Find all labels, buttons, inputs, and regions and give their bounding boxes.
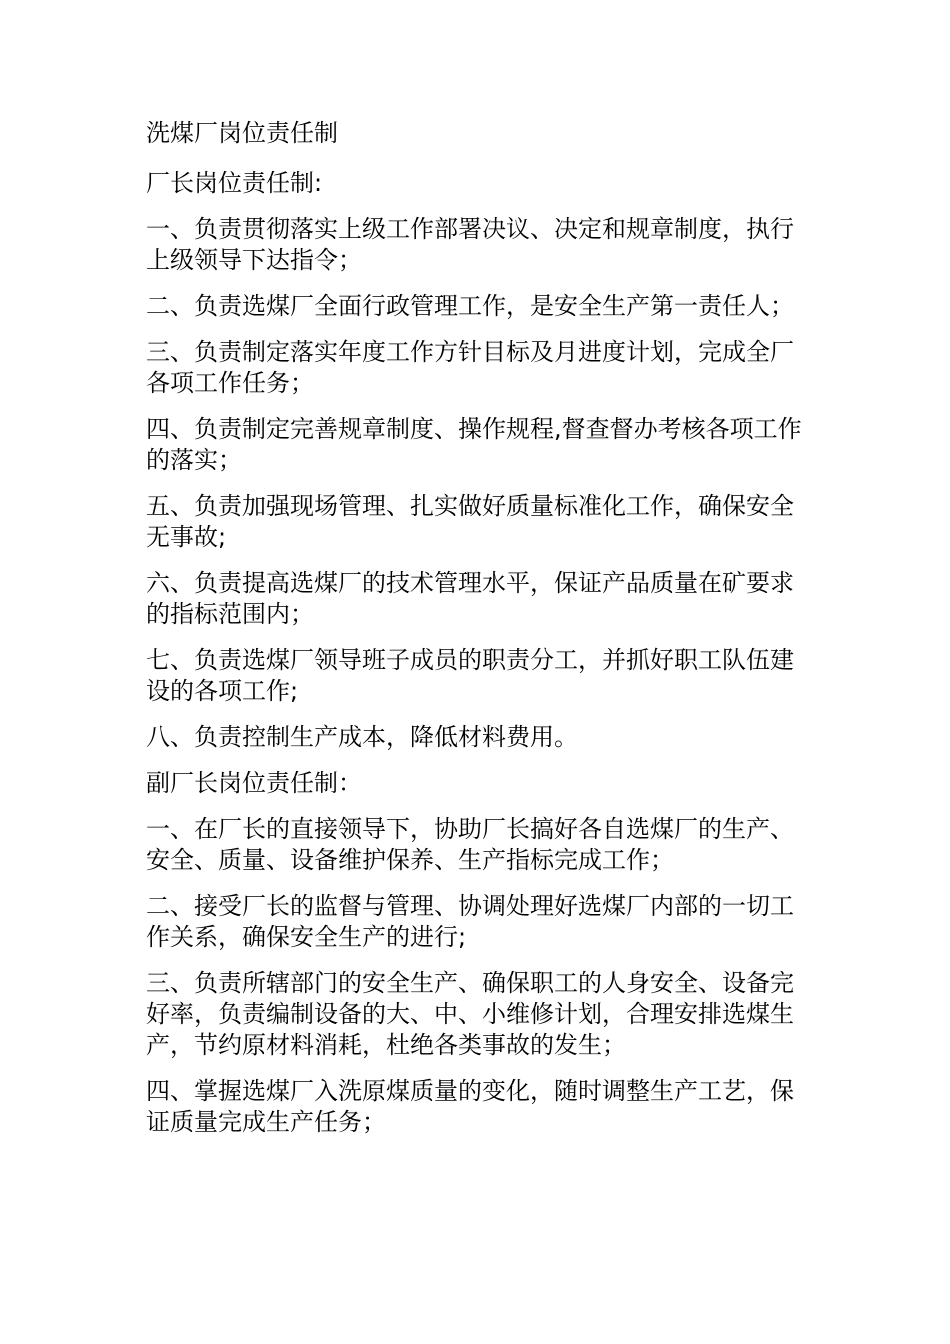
list-item: 六、负责提高选煤厂的技术管理水平，保证产品质量在矿要求的指标范围内；	[146, 569, 794, 628]
list-item: 五、负责加强现场管理、扎实做好质量标准化工作，确保安全无事故;	[146, 492, 794, 551]
list-item: 三、负责所辖部门的安全生产、确保职工的人身安全、设备完好率，负责编制设备的大、中、小维修计划，合理安排选煤生产，节约原材料消耗，杜绝各类事故的发生；	[146, 969, 794, 1059]
document-title: 洗煤厂岗位责任制	[146, 119, 338, 147]
section-heading-deputy-director: 副厂长岗位责任制：	[146, 769, 362, 797]
list-item: 四、负责制定完善规章制度、操作规程,督查督办考核各项工作的落实；	[146, 415, 802, 474]
list-item: 七、负责选煤厂领导班子成员的职责分工，并抓好职工队伍建设的各项工作;	[146, 646, 794, 705]
list-item: 一、负责贯彻落实上级工作部署决议、决定和规章制度，执行上级领导下达指令；	[146, 215, 794, 274]
list-item: 八、负责控制生产成本，降低材料费用。	[146, 723, 578, 751]
list-item: 二、负责选煤厂全面行政管理工作，是安全生产第一责任人；	[146, 292, 794, 320]
list-item: 二、接受厂长的监督与管理、协调处理好选煤厂内部的一切工作关系，确保安全生产的进行;	[146, 892, 794, 951]
list-item: 一、在厂长的直接领导下，协助厂长搞好各自选煤厂的生产、安全、质量、设备维护保养、生产指标完成工作；	[146, 815, 794, 874]
document-page	[146, 118, 806, 1153]
list-item: 三、负责制定落实年度工作方针目标及月进度计划，完成全厂各项工作任务；	[146, 338, 794, 397]
list-item: 四、掌握选煤厂入洗原煤质量的变化，随时调整生产工艺，保证质量完成生产任务；	[146, 1077, 794, 1136]
section-heading-director: 厂长岗位责任制:	[146, 169, 323, 197]
